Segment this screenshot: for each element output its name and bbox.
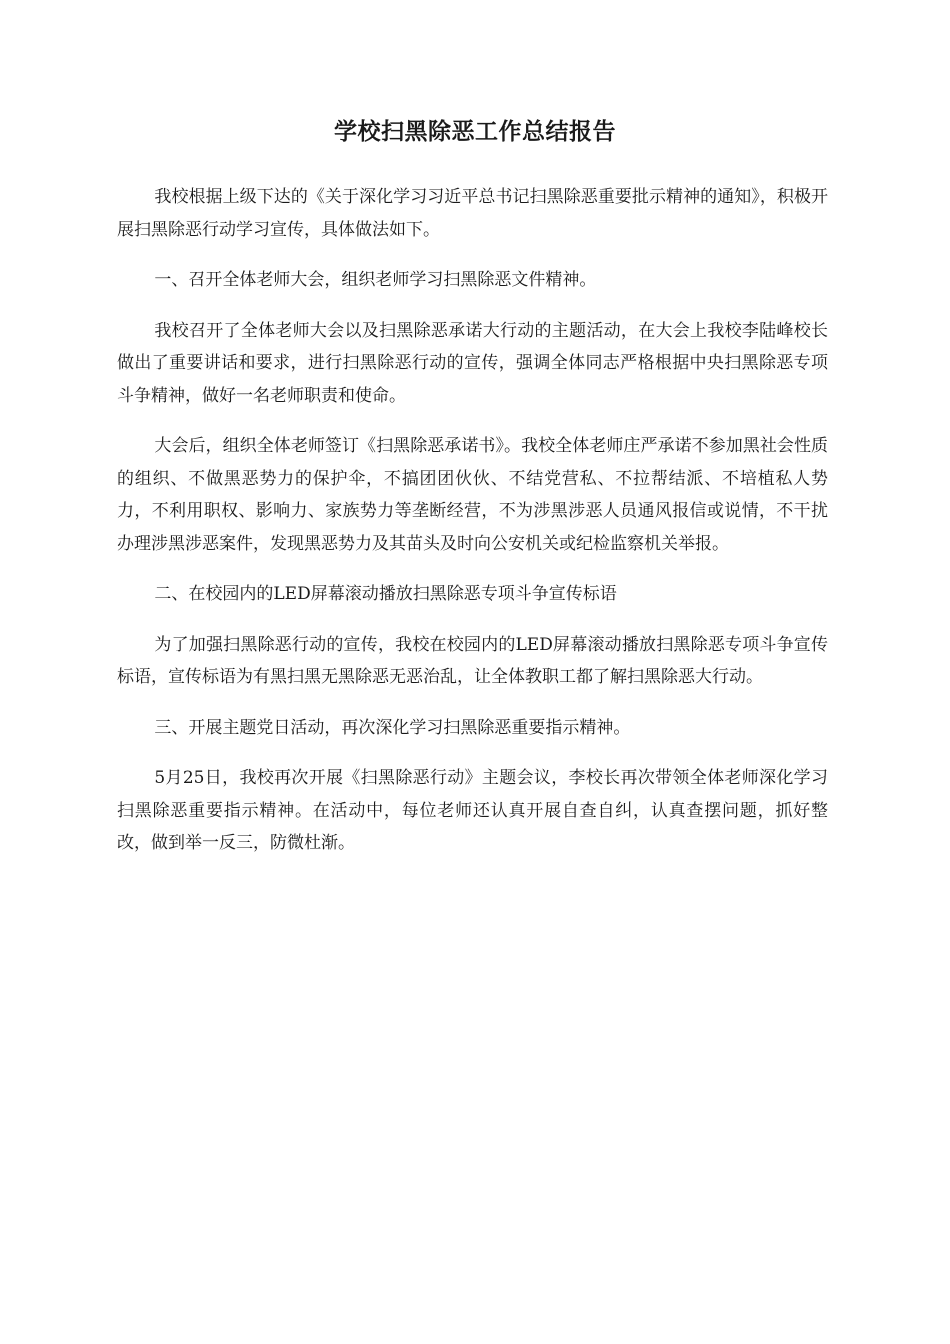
section-heading-1: 一、召开全体老师大会，组织老师学习扫黑除恶文件精神。: [154, 270, 597, 290]
document-body: [117, 181, 828, 878]
section-1-paragraph-1: 我校召开了全体老师大会以及扫黑除恶承诺大行动的主题活动，在大会上我校李陆峰校长做出了重要讲话和要求，进行扫黑除恶行动的宣传，强调全体同志严格根据中央扫黑除恶专项斗争精神，做好一名老师职责和使命。: [117, 320, 828, 406]
document-title: 学校扫黑除恶工作总结报告: [334, 118, 616, 145]
section-heading-2: 二、在校园内的LED屏幕滚动播放扫黑除恶专项斗争宣传标语: [154, 584, 617, 604]
intro-paragraph: 我校根据上级下达的《关于深化学习习近平总书记扫黑除恶重要批示精神的通知》，积极开展扫黑除恶行动学习宣传，具体做法如下。: [117, 187, 828, 240]
section-1-paragraph-2: 大会后，组织全体老师签订《扫黑除恶承诺书》。我校全体老师庄严承诺不参加黑社会性质的组织、不做黑恶势力的保护伞，不搞团团伙伙、不结党营私、不拉帮结派、不培植私人势力，不利用职权、影响力、家族势力等垄断经营，不为涉黑涉恶人员通风报信或说情，不干扰办理涉黑涉恶案件，发现黑恶势力及其苗头及时向公安机关或纪检监察机关举报。: [117, 436, 828, 554]
section-2-paragraph: 为了加强扫黑除恶行动的宣传，我校在校园内的LED屏幕滚动播放扫黑除恶专项斗争宣传标语，宣传标语为有黑扫黑无黑除恶无恶治乱，让全体教职工都了解扫黑除恶大行动。: [117, 634, 828, 687]
section-heading-3: 三、开展主题党日活动，再次深化学习扫黑除恶重要指示精神。: [154, 717, 631, 738]
section-3-paragraph: 5月25日，我校再次开展《扫黑除恶行动》主题会议，李校长再次带领全体老师深化学习扫黑除恶重要指示精神。在活动中，每位老师还认真开展自查自纠，认真查摆问题，抓好整改，做到举一反三，防微杜渐。: [117, 768, 828, 853]
